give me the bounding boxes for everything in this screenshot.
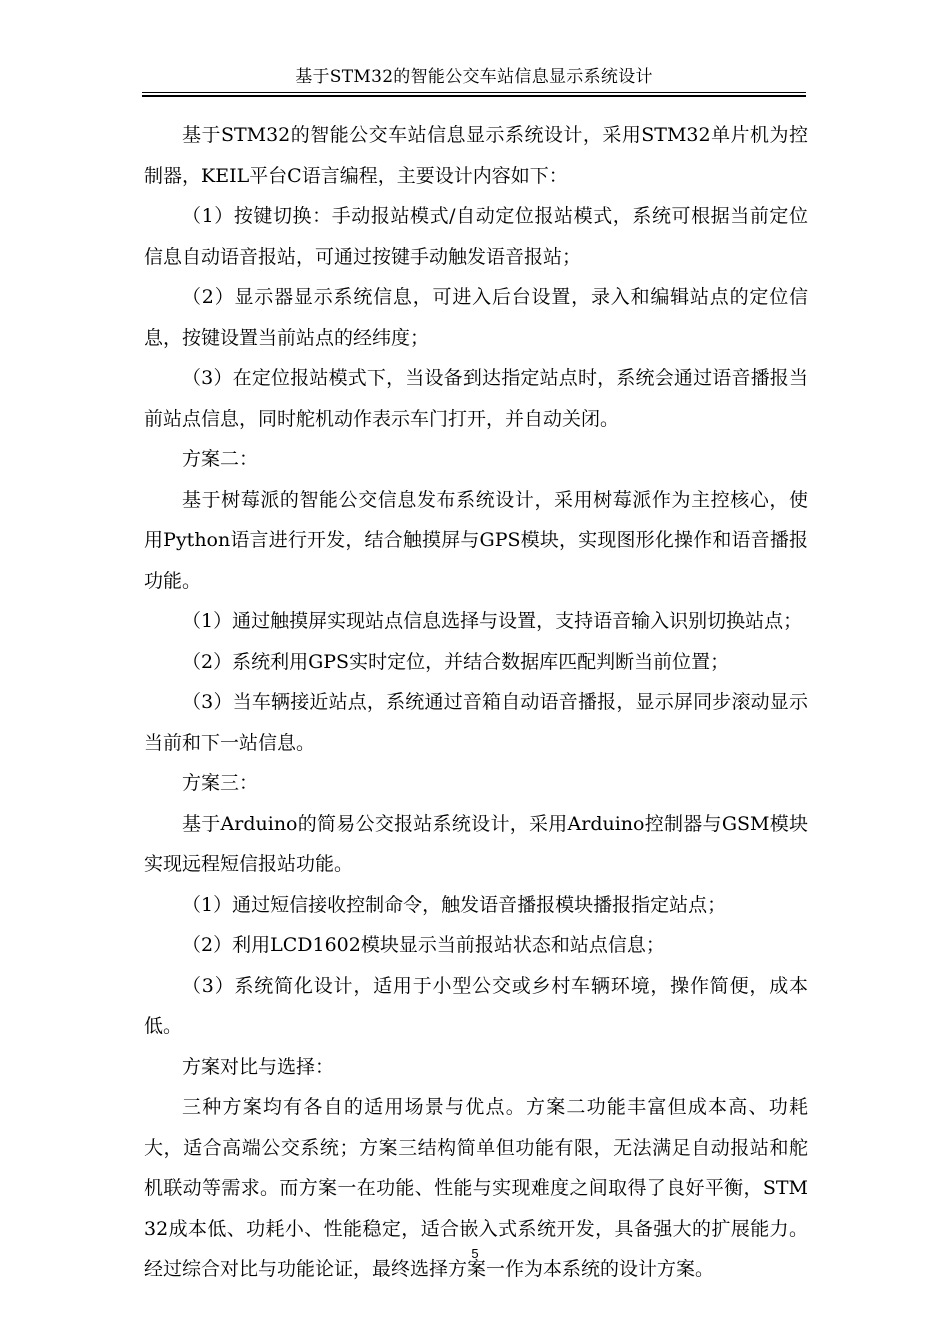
paragraph-comparison: 三种方案均有各自的适用场景与优点。方案二功能丰富但成本高、功耗大，适合高端公交系统；方案三结构简单但功能有限，无法满足自动报站和舵机联动等需求。而方案一在功能、性能与实现难度之间取得了良好平衡，STM32成本低、功耗小、性能稳定，适合嵌入式系统开发，具备强大的扩展能力。经过综合对比与功能论证，最终选择方案一作为本系统的设计方案。 bbox=[144, 1096, 808, 1280]
paragraph-scheme-3-item-1: （1）通过短信接收控制命令，触发语音播报模块播报指定站点； bbox=[182, 893, 727, 916]
paragraph-scheme-3-item-2: （2）利用LCD1602模块显示当前报站状态和站点信息； bbox=[182, 934, 665, 956]
body-text bbox=[144, 115, 808, 1290]
paragraph-scheme-3: 基于Arduino的简易公交报站系统设计，采用Arduino控制器与GSM模块实现远程短信报站功能。 bbox=[144, 812, 808, 875]
paragraph-item-3: （3）在定位报站模式下，当设备到达指定站点时，系统会通过语音播报当前站点信息，同时舵机动作表示车门打开，并自动关闭。 bbox=[144, 367, 808, 430]
paragraph-scheme-2-item-3: （3）当车辆接近站点，系统通过音箱自动语音播报，显示屏同步滚动显示当前和下一站信息。 bbox=[144, 691, 808, 754]
paragraph-scheme-2-item-1: （1）通过触摸屏实现站点信息选择与设置，支持语音输入识别切换站点； bbox=[182, 610, 803, 632]
paragraph-item-2: （2）显示器显示系统信息，可进入后台设置，录入和编辑站点的定位信息，按键设置当前站点的经纬度； bbox=[144, 286, 808, 349]
header-rule-thin bbox=[142, 92, 806, 93]
header-rule-thick bbox=[142, 95, 806, 97]
section-heading-scheme-2: 方案二： bbox=[182, 448, 259, 470]
page-number: 5 bbox=[471, 1246, 479, 1261]
paragraph-intro: 基于STM32的智能公交车站信息显示系统设计，采用STM32单片机为控制器，KEIL平台C语言编程，主要设计内容如下： bbox=[144, 124, 808, 187]
paragraph-scheme-2: 基于树莓派的智能公交信息发布系统设计，采用树莓派作为主控核心，使用Python语言进行开发，结合触摸屏与GPS模块，实现图形化操作和语音播报功能。 bbox=[144, 488, 808, 592]
section-heading-scheme-3: 方案三： bbox=[182, 772, 259, 794]
running-header: 基于STM32的智能公交车站信息显示系统设计 bbox=[295, 67, 653, 87]
section-heading-comparison: 方案对比与选择： bbox=[182, 1055, 335, 1078]
paragraph-scheme-3-item-3: （3）系统简化设计，适用于小型公交或乡村车辆环境，操作简便，成本低。 bbox=[144, 974, 808, 1037]
paragraph-item-1: （1）按键切换：手动报站模式/自动定位报站模式，系统可根据当前定位信息自动语音报站，可通过按键手动触发语音报站； bbox=[144, 205, 808, 268]
paragraph-scheme-2-item-2: （2）系统利用GPS实时定位，并结合数据库匹配判断当前位置； bbox=[182, 650, 730, 673]
